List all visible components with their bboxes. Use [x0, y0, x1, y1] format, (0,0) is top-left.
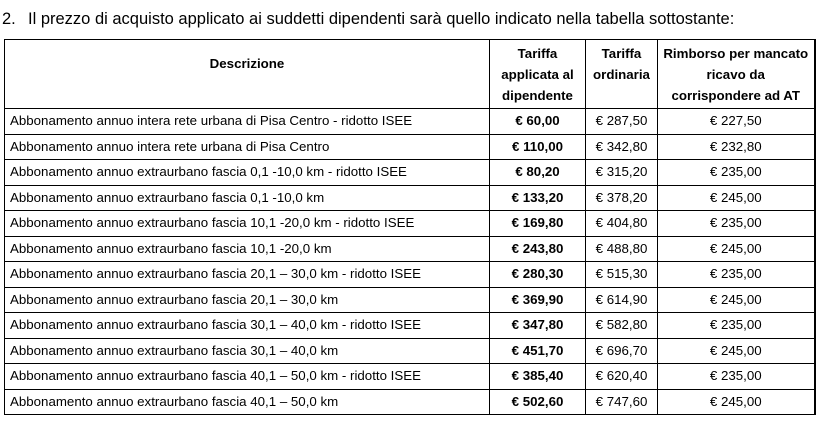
- table-row: [5, 134, 815, 160]
- cell-description: Abbonamento annuo extraurbano fascia 40,1 – 50,0 km: [5, 389, 490, 415]
- cell-ordinary-fare: € 404,80: [586, 211, 658, 237]
- table-row: [5, 185, 815, 211]
- table-row: [5, 160, 815, 186]
- header-description: Descrizione: [5, 40, 490, 109]
- cell-refund: € 227,50: [658, 109, 815, 135]
- cell-ordinary-fare: € 287,50: [586, 109, 658, 135]
- cell-description: Abbonamento annuo intera rete urbana di Pisa Centro: [5, 134, 490, 160]
- table-row: [5, 211, 815, 237]
- cell-refund: € 235,00: [658, 160, 815, 186]
- table-row: [5, 389, 815, 415]
- cell-applied-fare: € 451,70: [490, 338, 586, 364]
- cell-description: Abbonamento annuo intera rete urbana di Pisa Centro - ridotto ISEE: [5, 109, 490, 135]
- header-applied-fare: Tariffa applicata al dipendente: [490, 40, 586, 109]
- cell-applied-fare: € 243,80: [490, 236, 586, 262]
- cell-description: Abbonamento annuo extraurbano fascia 20,1 – 30,0 km - ridotto ISEE: [5, 262, 490, 288]
- cell-refund: € 245,00: [658, 338, 815, 364]
- cell-refund: € 235,00: [658, 262, 815, 288]
- table-row: [5, 262, 815, 288]
- cell-applied-fare: € 502,60: [490, 389, 586, 415]
- cell-ordinary-fare: € 515,30: [586, 262, 658, 288]
- header-row: [5, 40, 815, 109]
- cell-description: Abbonamento annuo extraurbano fascia 40,1 – 50,0 km - ridotto ISEE: [5, 364, 490, 390]
- cell-ordinary-fare: € 614,90: [586, 287, 658, 313]
- cell-description: Abbonamento annuo extraurbano fascia 30,1 – 40,0 km: [5, 338, 490, 364]
- table-row: [5, 338, 815, 364]
- header-ordinary-fare: Tariffa ordinaria: [586, 40, 658, 109]
- cell-description: Abbonamento annuo extraurbano fascia 0,1 -10,0 km - ridotto ISEE: [5, 160, 490, 186]
- cell-refund: € 245,00: [658, 287, 815, 313]
- cell-applied-fare: € 80,20: [490, 160, 586, 186]
- cell-ordinary-fare: € 315,20: [586, 160, 658, 186]
- cell-applied-fare: € 347,80: [490, 313, 586, 339]
- cell-ordinary-fare: € 342,80: [586, 134, 658, 160]
- cell-refund: € 235,00: [658, 364, 815, 390]
- cell-description: Abbonamento annuo extraurbano fascia 10,1 -20,0 km: [5, 236, 490, 262]
- table-row: [5, 287, 815, 313]
- cell-applied-fare: € 169,80: [490, 211, 586, 237]
- cell-applied-fare: € 60,00: [490, 109, 586, 135]
- cell-ordinary-fare: € 620,40: [586, 364, 658, 390]
- price-table-header: [5, 40, 815, 109]
- cell-ordinary-fare: € 747,60: [586, 389, 658, 415]
- cell-ordinary-fare: € 696,70: [586, 338, 658, 364]
- cell-description: Abbonamento annuo extraurbano fascia 0,1 -10,0 km: [5, 185, 490, 211]
- cell-description: Abbonamento annuo extraurbano fascia 30,1 – 40,0 km - ridotto ISEE: [5, 313, 490, 339]
- cell-ordinary-fare: € 488,80: [586, 236, 658, 262]
- cell-refund: € 235,00: [658, 211, 815, 237]
- intro-paragraph: [2, 8, 734, 30]
- cell-refund: € 245,00: [658, 389, 815, 415]
- cell-refund: € 232,80: [658, 134, 815, 160]
- cell-applied-fare: € 369,90: [490, 287, 586, 313]
- cell-refund: € 235,00: [658, 313, 815, 339]
- header-refund: Rimborso per mancato ricavo da corrispondere ad AT: [658, 40, 815, 109]
- cell-ordinary-fare: € 582,80: [586, 313, 658, 339]
- price-table: [4, 39, 816, 415]
- cell-description: Abbonamento annuo extraurbano fascia 10,1 -20,0 km - ridotto ISEE: [5, 211, 490, 237]
- cell-applied-fare: € 280,30: [490, 262, 586, 288]
- cell-applied-fare: € 133,20: [490, 185, 586, 211]
- cell-description: Abbonamento annuo extraurbano fascia 20,1 – 30,0 km: [5, 287, 490, 313]
- cell-applied-fare: € 110,00: [490, 134, 586, 160]
- table-row: [5, 109, 815, 135]
- cell-applied-fare: € 385,40: [490, 364, 586, 390]
- price-table-body: [5, 109, 815, 415]
- table-row: [5, 364, 815, 390]
- table-row: [5, 313, 815, 339]
- cell-ordinary-fare: € 378,20: [586, 185, 658, 211]
- intro-text: Il prezzo di acquisto applicato ai suddetti dipendenti sarà quello indicato nella tabella sottostante:: [28, 10, 735, 28]
- table-row: [5, 236, 815, 262]
- cell-refund: € 245,00: [658, 185, 815, 211]
- list-number: 2.: [2, 10, 16, 28]
- cell-refund: € 245,00: [658, 236, 815, 262]
